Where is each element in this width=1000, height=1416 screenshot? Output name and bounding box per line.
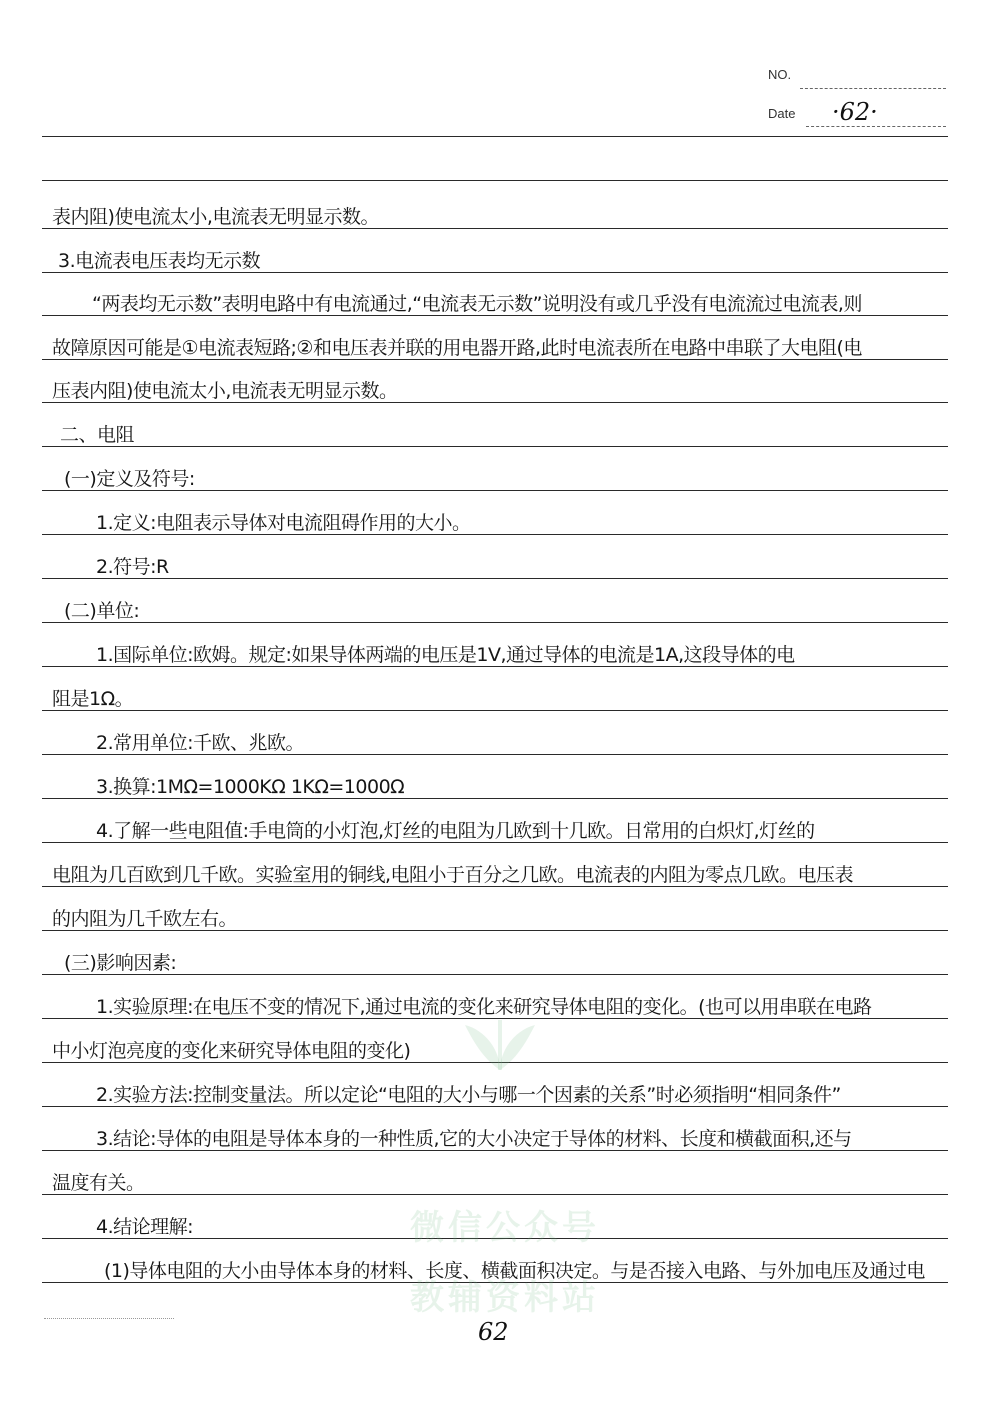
note-line: 2.符号:R <box>96 556 169 578</box>
subsection-heading: (二)单位: <box>64 600 140 622</box>
ruled-line <box>42 446 948 447</box>
watermark-line-1: 微信公众号 <box>410 1208 600 1248</box>
ruled-line <box>42 578 948 579</box>
no-field-line <box>800 88 946 89</box>
note-line: 3.结论:导体的电阻是导体本身的一种性质,它的大小决定于导体的材料、长度和横截面积,还与 <box>96 1128 852 1150</box>
date-field-line <box>806 126 946 127</box>
note-line: 故障原因可能是①电流表短路;②和电压表并联的用电器开路,此时电流表所在电路中串联了大电阻(电 <box>52 337 862 359</box>
note-line: “两表均无示数”表明电路中有电流通过,“电流表无示数”说明没有或几乎没有电流流过电流表,则 <box>92 293 862 315</box>
ruled-line <box>42 1194 948 1195</box>
ruled-line <box>42 710 948 711</box>
note-line: 电阻为几百欧到几千欧。实验室用的铜线,电阻小于百分之几欧。电流表的内阻为零点几欧。电压表 <box>52 864 854 886</box>
ruled-line <box>42 974 948 975</box>
note-line: 阻是1Ω。 <box>52 688 134 710</box>
watermark-line-2: 教辅资料站 <box>410 1278 600 1318</box>
note-line: 的内阻为几千欧左右。 <box>52 908 238 930</box>
subsection-heading: (一)定义及符号: <box>64 468 195 490</box>
note-line: 1.实验原理:在电压不变的情况下,通过电流的变化来研究导体电阻的变化。(也可以用串联在电路 <box>96 996 872 1018</box>
date-value: ·62· <box>832 98 878 126</box>
note-line: 3.换算:1MΩ=1000KΩ 1KΩ=1000Ω <box>96 776 405 798</box>
no-label: NO. <box>768 67 792 82</box>
subsection-heading: (三)影响因素: <box>64 952 177 974</box>
note-line: 2.常用单位:千欧、兆欧。 <box>96 732 305 754</box>
note-line: 4.了解一些电阻值:手电筒的小灯泡,灯丝的电阻为几欧到十几欧。日常用的白炽灯,灯丝的 <box>96 820 815 842</box>
note-line: 表内阻)使电流太小,电流表无明显示数。 <box>52 206 379 228</box>
note-line: 中小灯泡亮度的变化来研究导体电阻的变化) <box>52 1040 411 1062</box>
note-line: 1.定义:电阻表示导体对电流阻碍作用的大小。 <box>96 512 471 534</box>
note-line: 4.结论理解: <box>96 1216 194 1238</box>
note-line: 温度有关。 <box>52 1172 145 1194</box>
footer-dotted-mark <box>44 1318 174 1319</box>
note-line: 1.国际单位:欧姆。规定:如果导体两端的电压是1V,通过导体的电流是1A,这段导体的电 <box>96 644 795 666</box>
date-label: Date <box>768 106 796 121</box>
note-line: (1)导体电阻的大小由导体本身的材料、长度、横截面积决定。与是否接入电路、与外加电压及通过电 <box>104 1260 925 1282</box>
page-number: 62 <box>478 1318 509 1346</box>
section-heading: 3.电流表电压表均无示数 <box>58 250 261 272</box>
note-line: 2.实验方法:控制变量法。所以定论“电阻的大小与哪一个因素的关系”时必须指明“相同条件” <box>96 1084 841 1106</box>
note-line: 压表内阻)使电流太小,电流表无明显示数。 <box>52 380 398 402</box>
ruled-line <box>42 622 948 623</box>
ruled-line <box>42 136 948 137</box>
section-heading: 二、电阻 <box>60 424 135 446</box>
ruled-line <box>42 180 948 181</box>
